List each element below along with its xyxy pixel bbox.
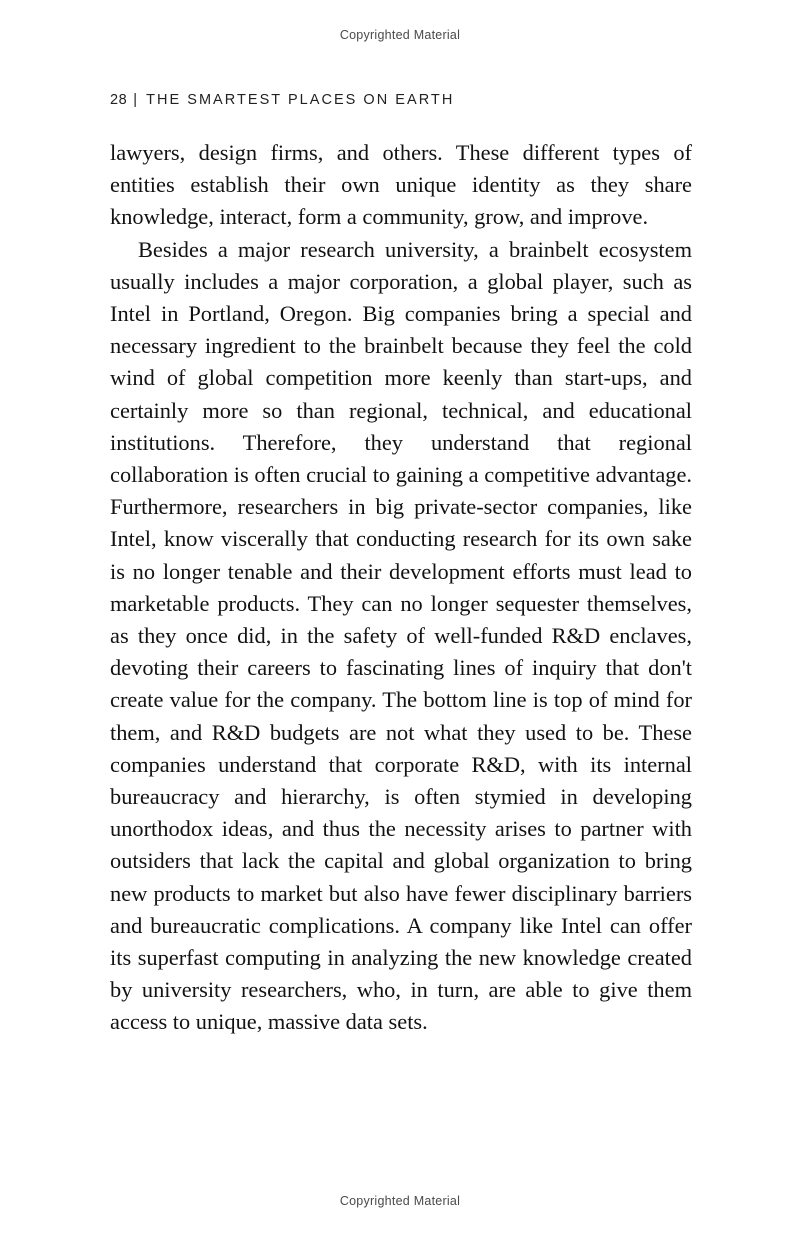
copyright-watermark-bottom: Copyrighted Material [339,1194,461,1208]
running-head-separator: | [133,92,140,108]
paragraph: Besides a major research university, a brainbelt ecosystem usually includes a major corporation, a global player, such as Intel in Portland, Oregon. Big companies bring a special and necessary ingredient to the brainbelt because they feel the cold wind of global competition more keenly than start-ups, and certainly more so than regional, technical, and educational institutions. Therefore, they understand that regional collaboration is often crucial to gaining a competitive advantage. Furthermore, researchers in big private-sector companies, like Intel, know viscerally that conducting research for its own sake is no longer tenable and their development efforts must lead to marketable products. They can no longer sequester themselves, as they once did, in the safety of well-funded R&D enclaves, devoting their careers to fascinating lines of inquiry that don't create value for the company. The bottom line is top of mind for them, and R&D budgets are not what they used to be. These companies understand that corporate R&D, with its internal bureaucracy and hierarchy, is often stymied in developing unorthodox ideas, and thus the necessity arises to partner with outsiders that lack the capital and global organization to bring new products to market but also have fewer disciplinary barriers and bureaucratic complications. A company like Intel can offer its superfast computing in analyzing the new knowledge created by university researchers, who, in turn, are able to give them access to unique, massive data sets. [110,236,692,1035]
page-number: 28 [110,92,128,108]
book-title: THE SMARTEST PLACES ON EARTH [146,92,455,108]
running-head [110,92,454,108]
body-text [110,137,692,1039]
paragraph: lawyers, design firms, and others. These different types of entities establish their own unique identity as they share knowledge, interact, form a community, grow, and improve. [110,140,692,230]
copyright-watermark-top: Copyrighted Material [339,28,461,42]
